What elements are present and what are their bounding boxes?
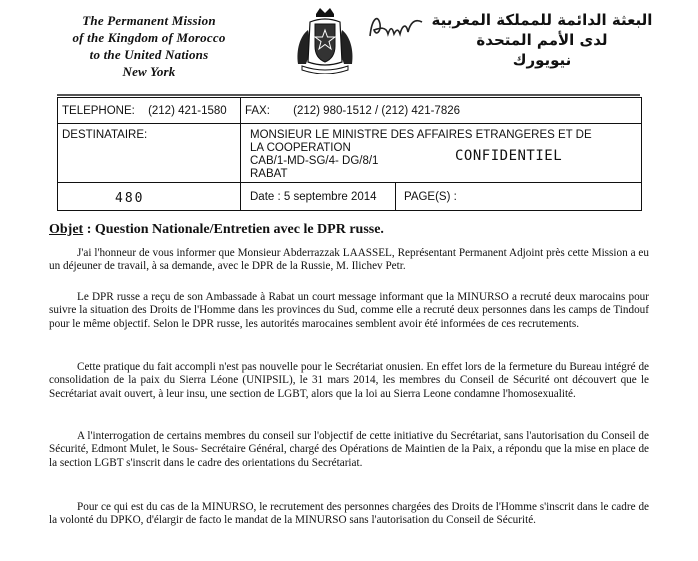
destinataire-line: RABAT: [250, 168, 288, 180]
subject-text: : Question Nationale/Entretien avec le DPR russe.: [83, 222, 384, 237]
letterhead-ar-line: البعثة الدائمة للمملكة المغربية: [431, 11, 653, 29]
letterhead-fr-line: The Permanent Mission: [82, 13, 216, 28]
header-top-rule: [57, 94, 640, 96]
body-paragraph: J'ai l'honneur de vous informer que Monsieur Abderrazzak LAASSEL, Représentant Permanent Adjoint près cette Mission a eu un déjeuner de travail, à sa demande, avec le DPR de la Russie, M. Ilichev Petr.: [49, 247, 649, 273]
letterhead-arabic: [418, 10, 666, 70]
letterhead-ar-line: لدى الأمم المتحدة: [476, 31, 608, 49]
body-paragraph: Pour ce qui est du cas de la MINURSO, le recrutement des personnes chargées des Droits de l'Homme s'inscrit dans le cadre de la volonté du DPKO, d'élargir de facto le mandat de la MINURSO sans l'autorisation du Conseil de Sécurité.: [49, 501, 649, 527]
body-paragraph: Le DPR russe a reçu de son Ambassade à Rabat un court message informant que la MINURSO a recruté deux marocains pour suivre la situation des Droits de l'Homme dans les provinces du Sud, comme elle a recruté deux personnes dans les camps de Tindouf pour le même objectif. Selon le DPR russe, les autorités marocaines semblent avoir été informées de ces recrutements.: [49, 291, 649, 330]
destinataire-label: DESTINATAIRE:: [62, 129, 148, 141]
body-paragraph: A l'interrogation de certains membres du conseil sur l'objectif de cette initiative du Secrétariat, sans l'autorisation du Conseil de Sécurité, Edmont Mulet, le Sous- Secrétaire Général, chargé des Opérations de Maintien de la Paix, a répondu que la mise en place de la section LGBT s'inscrit dans le cadre des orientations du Secrétariat.: [49, 430, 649, 469]
letterhead-french: [34, 12, 264, 80]
pages-cell: [400, 188, 600, 207]
subject-line: [49, 222, 384, 238]
fax-label: FAX:: [245, 105, 270, 117]
subject-label: Objet: [49, 222, 84, 237]
header-row-divider: [58, 123, 641, 124]
destinataire-line: LA COOPERATION: [250, 142, 351, 154]
destinataire-line: MONSIEUR LE MINISTRE DES AFFAIRES ETRANGERES ET DE: [250, 129, 592, 141]
destinataire-line: CAB/1-MD-SG/4- DG/8/1: [250, 155, 379, 167]
letterhead-ar-line: نيويورك: [512, 51, 572, 69]
fax-cell: [241, 102, 641, 121]
body-paragraph: Cette pratique du fait accompli n'est pas nouvelle pour le Secrétariat onusien. En effet lors de la fermeture du Bureau intégré de consolidation de la paix du Sierra Léone (UNIPSIL), le 31 mars 2014, les membres du Conseil de Sécurité ont découvert que le Secrétariat avait ouvert, à leur insu, une section de LGBT, alors que la loi au Sierra Leone condamne l'homosexualité.: [49, 361, 649, 400]
handwritten-signature-icon: [366, 10, 426, 44]
telephone-cell: [58, 102, 240, 121]
confidential-stamp: CONFIDENTIEL: [455, 148, 563, 164]
date-text: Date : 5 septembre 2014: [250, 191, 377, 203]
fax-value: (212) 980-1512 / (212) 421-7826: [293, 105, 461, 117]
pages-label: PAGE(S) :: [404, 191, 457, 203]
destinataire-cell: [246, 126, 638, 184]
letterhead-fr-line: to the United Nations: [89, 47, 209, 62]
telephone-label: TELEPHONE:: [62, 105, 135, 117]
date-cell: [246, 188, 394, 207]
letterhead-fr-line: of the Kingdom of Morocco: [72, 30, 226, 45]
header-column-divider: [395, 182, 396, 210]
reference-number: 480: [115, 191, 145, 206]
letterhead-fr-line: New York: [122, 64, 176, 79]
coat-of-arms-icon: [294, 6, 356, 74]
telephone-value: (212) 421-1580: [148, 105, 227, 117]
destinataire-label-cell: [58, 126, 240, 145]
